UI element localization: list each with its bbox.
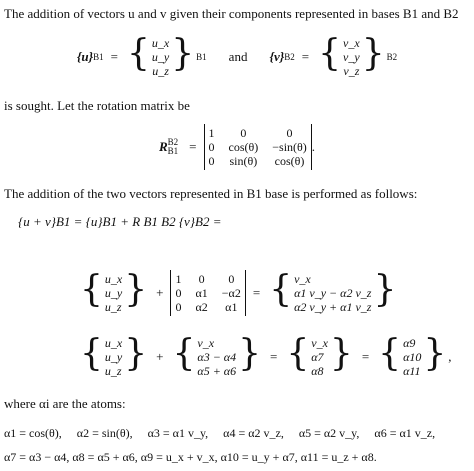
am-cell: 1 bbox=[175, 272, 182, 286]
sum-line-1 bbox=[18, 214, 221, 230]
rm-cell: cos(θ) bbox=[274, 154, 305, 168]
alpha-matrix bbox=[170, 270, 245, 316]
atoms-row-1 bbox=[4, 424, 447, 442]
am-cell: 0 bbox=[175, 286, 182, 300]
l2-u-x: u_x bbox=[104, 272, 123, 286]
am-cell: −α2 bbox=[221, 286, 241, 300]
l2-u-z: u_z bbox=[104, 300, 122, 314]
v-vector: { v_x v_y v_z } bbox=[318, 33, 385, 78]
intro-paragraph: The addition of vectors u and v given their components represented in bases B1 and B2 bbox=[4, 6, 459, 21]
l3-u-y: u_y bbox=[104, 350, 123, 364]
l2-r-1: α1 v_y − α2 v_z bbox=[294, 286, 372, 300]
rm-cell: 0 bbox=[208, 154, 215, 168]
rm-cell: 1 bbox=[208, 126, 215, 140]
atoms-row-2: α7 = α3 − α4, α8 = α5 + α6, α9 = u_x + v_x, α10 = u_y + α7, α11 = u_z + α8. bbox=[4, 450, 377, 464]
u-vector-sub: B1 bbox=[196, 52, 207, 62]
l3-m-0: v_x bbox=[197, 336, 215, 350]
l2-r-2: α2 v_y + α1 v_z bbox=[294, 300, 372, 314]
l3-m-2: α5 + α6 bbox=[197, 364, 237, 378]
rm-cell: 0 bbox=[208, 140, 215, 154]
vector-definitions: {u} B1 = { u_x u_y u_z } B1 and {v} B2 = { v_x v_y v_z } B2 bbox=[76, 33, 398, 78]
atom: α6 = α1 v_z, bbox=[374, 426, 436, 440]
sum-line-1-lhs: {u + v}B1 = {u}B1 + R B1 B2 {v}B2 = bbox=[18, 214, 222, 229]
v-sub: B2 bbox=[284, 52, 295, 62]
sum-line-3: { u_x u_y u_z } + { v_x α3 − α4 α5 + α6 } = { v_x α7 α8 } = { α9 α10 α11 } , bbox=[80, 333, 452, 378]
v-comp-y: v_y bbox=[343, 50, 360, 64]
l2-r-0: v_x bbox=[294, 272, 311, 286]
v-label: {v} bbox=[269, 49, 285, 64]
sum-line-2: { u_x u_y u_z } + 1 0 0 0 α1 −α2 0 α2 α1 = { v_x α1 v_y − α2 v_z α2 v_y + α1 v_z } bbox=[80, 269, 397, 314]
atom: α5 = α2 v_y, bbox=[298, 426, 360, 440]
am-cell: α2 bbox=[195, 300, 208, 314]
am-cell: 0 bbox=[198, 272, 205, 286]
u-vector: { u_x u_y u_z } bbox=[127, 33, 195, 78]
am-cell: 0 bbox=[228, 272, 235, 286]
rm-cell: sin(θ) bbox=[229, 154, 258, 168]
atom: α4 = α2 v_z, bbox=[223, 426, 284, 440]
u-comp-z: u_z bbox=[152, 64, 169, 78]
u-comp-x: u_x bbox=[151, 36, 170, 50]
v-comp-z: v_z bbox=[343, 64, 360, 78]
v-comp-x: v_x bbox=[343, 36, 360, 50]
atom: α2 = sin(θ), bbox=[76, 426, 133, 440]
rm-cell: −sin(θ) bbox=[272, 140, 307, 154]
rm-cell: cos(θ) bbox=[228, 140, 259, 154]
rotation-sup: B2 bbox=[167, 137, 179, 147]
rotation-matrix-equation: R B2 B1 = 1 0 0 0 cos(θ) −sin(θ) 0 sin(θ) cos(θ) . bbox=[158, 126, 316, 168]
atoms-intro: where αi are the atoms: bbox=[4, 396, 126, 411]
atom: α3 = α1 v_y, bbox=[147, 426, 209, 440]
addition-intro: The addition of the two vectors represented in B1 base is performed as follows: bbox=[4, 186, 418, 201]
rotation-sub: B1 bbox=[167, 146, 179, 156]
am-cell: 0 bbox=[175, 300, 182, 314]
l3-f-1: α10 bbox=[403, 350, 422, 364]
rotation-label: R bbox=[158, 139, 168, 154]
rm-cell: 0 bbox=[286, 126, 293, 140]
l3-f-0: α9 bbox=[403, 336, 416, 350]
rm-cell: 0 bbox=[240, 126, 247, 140]
am-cell: α1 bbox=[225, 300, 238, 314]
and-word: and bbox=[228, 49, 248, 64]
u-label: {u} bbox=[76, 49, 94, 64]
l3-u-x: u_x bbox=[104, 336, 123, 350]
rotation-matrix bbox=[204, 124, 312, 170]
l3-r-0: v_x bbox=[311, 336, 328, 350]
l2-u-y: u_y bbox=[104, 286, 123, 300]
l3-f-2: α11 bbox=[403, 364, 421, 378]
u-sub: B1 bbox=[93, 52, 104, 62]
u-comp-y: u_y bbox=[151, 50, 170, 64]
rotation-intro: is sought. Let the rotation matrix be bbox=[4, 98, 190, 113]
l3-r-1: α7 bbox=[311, 350, 324, 364]
l3-u-z: u_z bbox=[104, 364, 122, 378]
v-vector-sub: B2 bbox=[386, 52, 398, 62]
atom: α1 = cos(θ), bbox=[4, 426, 62, 440]
am-cell: α1 bbox=[195, 286, 208, 300]
l3-r-2: α8 bbox=[311, 364, 324, 378]
l3-m-1: α3 − α4 bbox=[197, 350, 237, 364]
